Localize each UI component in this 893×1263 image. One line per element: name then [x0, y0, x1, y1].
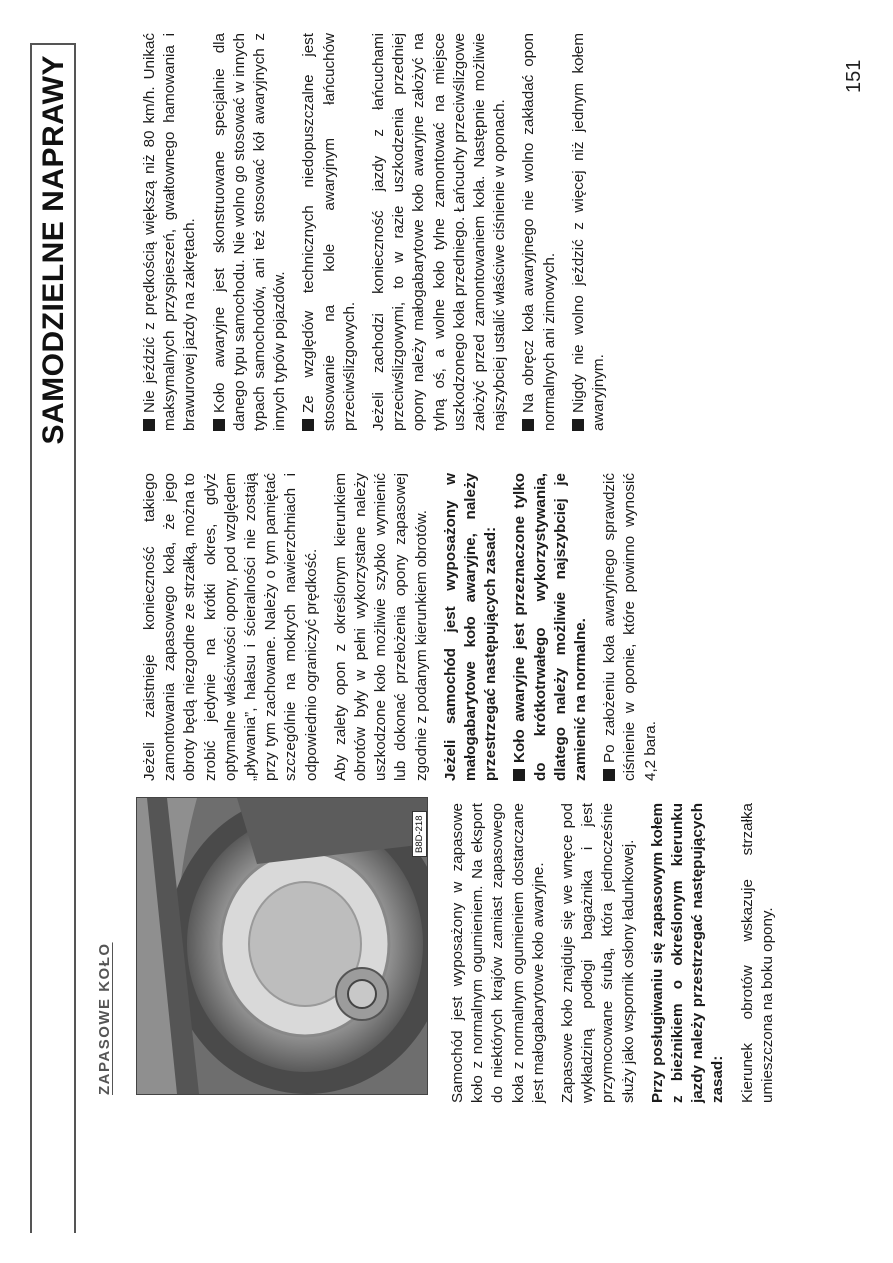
spare-wheel-illustration	[137, 798, 427, 1094]
bullet-square-icon	[513, 769, 525, 781]
bullet-item	[299, 33, 360, 431]
bullet-square-icon	[572, 419, 584, 431]
bullet-item	[140, 33, 201, 431]
text-column-3	[140, 33, 618, 431]
bullet-item	[569, 33, 609, 431]
text-column-1	[448, 803, 787, 1103]
figure-code-label: B8D-218	[412, 812, 427, 858]
bullet-item	[600, 473, 661, 781]
bullet-text: Koło awaryjne jest przeznaczone tylko do krótkotrwałego wykorzystywania, dlatego należy możliwie najszybciej je zamienić na normalne.	[511, 473, 590, 781]
bullet-text: Nie jeździć z prędkością większą niż 80 km/h. Unikać maksymalnych przyspieszeń, gwałtownego hamowania i brawurowej jazdy na zakrętach.	[141, 33, 199, 431]
text-column-2	[140, 473, 670, 781]
bullet-square-icon	[143, 419, 155, 431]
paragraph: Kierunek obrotów wskazuje strzałka umieszczona na boku opony.	[738, 803, 776, 1103]
bullet-square-icon	[522, 419, 534, 431]
paragraph: Aby zalety opon z określonym kierunkiem obrotów były w pełni wykorzystane należy uszkodzone koło możliwie szybko wymienić lub dokonać przełożenia opony zapasowej zgodnie z podanym kierunkiem obrotów.	[331, 473, 430, 781]
bullet-square-icon	[213, 419, 225, 431]
paragraph: Samochód jest wyposażony w zapasowe koło z normalnym ogumieniem. Na eksport do niektórych krajów zamiast zapasowego koła z normalnym ogumieniem dostarczane jest małogabarytowe koło awaryjne.	[449, 803, 547, 1103]
bullet-item	[210, 33, 291, 431]
paragraph: Jeżeli zaistnieje konieczność takiego zamontowania zapasowego koła, że jego obroty będą niezgodne ze strzałką, można to zrobić jedynie na krótki okres, gdyż optymalne właściwości opony, pod względem „pływania”, hałasu i ścieralności nie zostają przy tym zachowane. Należy o tym pamiętać szczególnie na mokrych nawierzchniach i odpowiednio ograniczyć prędkość.	[141, 473, 320, 781]
page-number: 151	[843, 59, 865, 93]
page-title: SAMODZIELNE NAPRAWY	[37, 55, 70, 445]
bullet-text: Koło awaryjne jest skonstruowane specjalnie dla danego typu samochodu. Nie wolno go stosować w innych typach samochodów, ani też stosować kół awaryjnych z innych typów pojazdów.	[210, 33, 289, 431]
bullet-item	[510, 473, 591, 781]
bullet-item	[519, 33, 559, 431]
bullet-square-icon	[302, 419, 314, 431]
spare-wheel-photo	[136, 797, 428, 1095]
bullet-text: Na obręcz koła awaryjnego nie wolno zakładać opon normalnych ani zimowych.	[520, 33, 558, 431]
bullet-square-icon	[603, 769, 615, 781]
bold-paragraph: Jeżeli samochód jest wyposażony w małogabarytowe koło awaryjne, należy przestrzegać następujących zasad:	[441, 473, 500, 781]
bullet-text: Nigdy nie wolno jeździć z więcej niż jednym kołem awaryjnym.	[569, 33, 608, 431]
bullet-text: Ze względów technicznych niedopuszczalne jest stosowanie na kole awaryjnym łańcuchów przeciwślizgowych.	[300, 33, 358, 431]
bold-paragraph: Przy posługiwaniu się zapasowym kołem z bieżnikiem o określonym kierunku jazdy należy przestrzegać następujących zasad:	[648, 803, 727, 1103]
bullet-text: Po założeniu koła awaryjnego sprawdzić ciśnienie w oponie, które powinno wynosić 4,2 bara.	[601, 473, 659, 781]
header-bar	[30, 43, 76, 1233]
section-label: ZAPASOWE KOŁO	[96, 942, 113, 1095]
paragraph: Zapasowe koło znajduje się we wnęce pod wykładziną podłogi bagażnika i jest przymocowane śrubą, która jednocześnie służy jako wspornik osłony ładunkowej.	[559, 803, 637, 1103]
paragraph: Jeżeli zachodzi konieczność jazdy z łańcuchami przeciwślizgowymi, to w razie uszkodzenia przedniej opony należy małogabarytowe koło awaryjne założyć na tylną oś, a wolne koło tylne zamontować na miejsce uszkodzonego koła przedniego. Łańcuchy przeciwślizgowe założyć przed zamontowaniem koła. Następnie możliwie najszybciej ustalić właściwe ciśnienie w oponach.	[370, 33, 509, 431]
